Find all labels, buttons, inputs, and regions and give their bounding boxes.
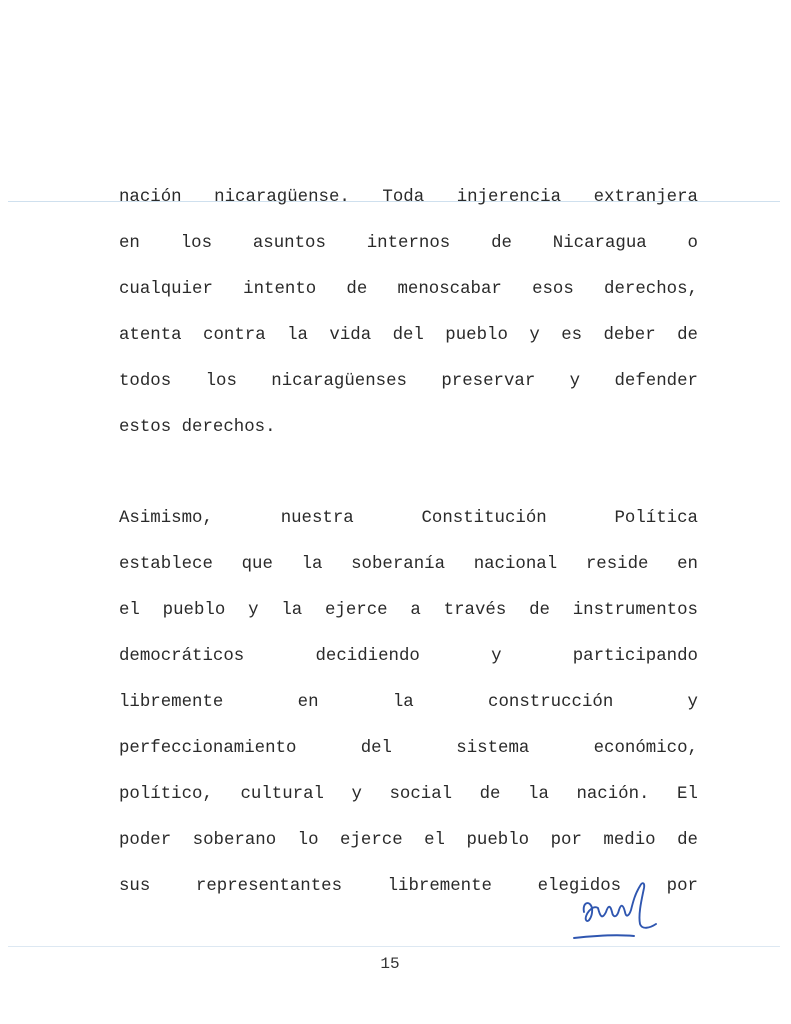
word: y (351, 785, 362, 804)
word: decidiendo (315, 647, 420, 666)
word: perfeccionamiento (119, 739, 297, 758)
word: de (491, 234, 512, 253)
paragraph-2-line-8 (119, 828, 698, 854)
word: El (677, 785, 698, 804)
paragraph-1-line-4 (119, 323, 698, 349)
word: construcción (488, 693, 614, 712)
paragraph-2-line-6 (119, 736, 698, 762)
word: nicaragüenses (271, 372, 407, 391)
word: en (119, 234, 140, 253)
word: defender (614, 372, 698, 391)
word: nicaragüense. (214, 188, 350, 207)
word: libremente (119, 693, 224, 712)
word: sistema (456, 739, 530, 758)
word: través (443, 601, 507, 620)
word: en (677, 555, 698, 574)
word: pueblo (445, 326, 508, 345)
word: poder (119, 831, 172, 850)
word: representantes (195, 877, 343, 896)
paragraph-1-line-6: estos derechos. (119, 418, 276, 437)
word: o (687, 234, 698, 253)
word: reside (585, 555, 649, 574)
word: derechos, (604, 280, 698, 299)
word: los (180, 234, 213, 253)
word: Asimismo, (119, 509, 213, 528)
word: internos (366, 234, 451, 253)
handwritten-signature (570, 872, 666, 946)
word: elegidos (537, 877, 622, 896)
page-number: 15 (380, 955, 400, 973)
paragraph-2-line-4 (119, 644, 698, 670)
paragraph-1-line-3 (119, 277, 698, 303)
word: deber (603, 326, 656, 345)
word: nuestra (280, 509, 354, 528)
word: y (248, 601, 259, 620)
word: por (550, 831, 582, 850)
word: la (281, 601, 303, 620)
word: soberano (192, 831, 277, 850)
word: preservar (441, 372, 536, 391)
word: intento (243, 280, 317, 299)
word: vida (329, 326, 372, 345)
word: en (297, 693, 319, 712)
word: nación. (576, 785, 650, 804)
word: Política (614, 509, 698, 528)
word: democráticos (119, 647, 245, 666)
word: económico, (593, 739, 698, 758)
word: de (346, 280, 368, 299)
word: cualquier (119, 280, 213, 299)
word: instrumentos (572, 601, 698, 620)
word: participando (572, 647, 698, 666)
paragraph-2-line-7 (119, 782, 698, 808)
word: y (529, 326, 540, 345)
word: los (205, 372, 237, 391)
word: Constitución (421, 509, 547, 528)
word: todos (119, 372, 172, 391)
word: sus (119, 877, 151, 896)
paragraph-2-line-2 (119, 552, 698, 578)
word: ejerce (340, 831, 403, 850)
word: ejerce (325, 601, 388, 620)
word: pueblo (466, 831, 530, 850)
paragraph-1-line-2 (119, 231, 698, 257)
word: atenta (119, 326, 182, 345)
paragraph-1-line-5 (119, 369, 698, 395)
word: por (666, 877, 698, 896)
word: del (392, 326, 424, 345)
paragraph-2-line-1 (119, 506, 698, 532)
paragraph-1-line-1 (119, 185, 698, 211)
word: menoscabar (397, 280, 502, 299)
word: y (687, 693, 698, 712)
word: es (561, 326, 583, 345)
word: social (389, 785, 453, 804)
word: lo (297, 831, 319, 850)
word: libremente (387, 877, 492, 896)
word: extranjera (593, 188, 698, 207)
word: Toda (382, 188, 425, 207)
word: que (241, 555, 273, 574)
word: del (360, 739, 392, 758)
word: de (677, 831, 698, 850)
word: de (529, 601, 550, 620)
word: y (491, 647, 502, 666)
word: nacional (473, 555, 558, 574)
bottom-rule-line (8, 946, 780, 947)
word: cultural (240, 785, 324, 804)
word: la (287, 326, 308, 345)
word: medio (603, 831, 656, 850)
word: el (119, 601, 140, 620)
paragraph-2-line-3 (119, 598, 698, 624)
word: pueblo (162, 601, 226, 620)
word: el (424, 831, 445, 850)
word: a (410, 601, 421, 620)
word: contra (203, 326, 266, 345)
word: la (528, 785, 549, 804)
word: injerencia (456, 188, 562, 207)
word: político, (119, 785, 213, 804)
word: esos (532, 280, 574, 299)
word: la (392, 693, 414, 712)
word: de (479, 785, 501, 804)
word: de (677, 326, 698, 345)
word: Nicaragua (552, 234, 647, 253)
word: y (569, 372, 581, 391)
word: nación (119, 188, 182, 207)
word: la (301, 555, 323, 574)
word: asuntos (252, 234, 326, 253)
word: establece (119, 555, 213, 574)
paragraph-2-line-5 (119, 690, 698, 716)
word: soberanía (351, 555, 446, 574)
